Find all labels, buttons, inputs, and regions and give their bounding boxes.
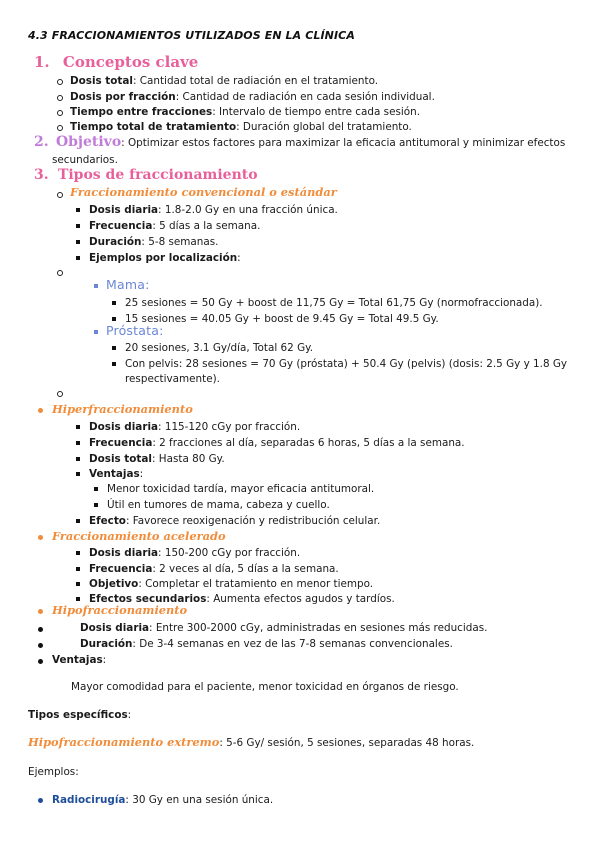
bullet-square-icon — [94, 487, 98, 491]
bullet-square-icon — [76, 582, 80, 586]
concept-item: Tiempo entre fracciones: Intervalo de tiempo entre cada sesión. — [70, 106, 421, 118]
conv-title: Fraccionamiento convencional o estándar — [70, 185, 337, 199]
section-1-title: Conceptos clave — [62, 53, 199, 71]
prostata-item: Con pelvis: 28 sesiones = 70 Gy (próstata) + 50.4 Gy (pelvis) (dosis: 2.5 Gy y 1.8 Gy — [125, 358, 568, 370]
bullet-square-icon — [94, 284, 98, 288]
hiper-item: Frecuencia: 2 fracciones al día, separadas 6 horas, 5 días a la semana. — [89, 437, 465, 449]
ventaja-item: Menor toxicidad tardía, mayor eficacia antitumoral. — [107, 483, 375, 495]
section-3-title: Tipos de fraccionamiento — [57, 167, 258, 183]
prostata-heading: Próstata: — [106, 323, 164, 338]
concept-item: Dosis total: Cantidad total de radiación en el tratamiento. — [70, 75, 379, 87]
conv-item: Ejemplos por localización: — [89, 252, 241, 264]
bullet-square-icon — [76, 425, 80, 429]
bullet-dot-icon — [38, 798, 43, 803]
section-1-number: 1. — [34, 53, 50, 71]
conv-item: Duración: 5-8 semanas. — [89, 236, 219, 248]
page-title: 4.3 FRACCIONAMIENTOS UTILIZADOS EN LA CLÍNICA — [28, 29, 355, 42]
bullet-square-icon — [76, 457, 80, 461]
radiocirugia-item: Radiocirugía: 30 Gy en una sesión única. — [52, 794, 274, 806]
bullet-circle-icon — [57, 125, 63, 131]
hiper-title: Hiperfraccionamiento — [52, 402, 193, 416]
acel-item: Dosis diaria: 150-200 cGy por fracción. — [89, 547, 301, 559]
bullet-circle-icon — [57, 95, 63, 101]
acel-item: Frecuencia: 2 veces al día, 5 días a la semana. — [89, 563, 339, 575]
concept-item: Tiempo total de tratamiento: Duración global del tratamiento. — [70, 121, 412, 133]
bullet-circle-icon — [57, 270, 63, 276]
hiper-item: Dosis total: Hasta 80 Gy. — [89, 453, 225, 465]
bullet-dot-icon — [38, 535, 43, 540]
acel-item: Objetivo: Completar el tratamiento en menor tiempo. — [89, 578, 374, 590]
bullet-dot-icon — [38, 627, 43, 632]
bullet-square-icon — [76, 597, 80, 601]
mama-item: 25 sesiones = 50 Gy + boost de 11,75 Gy = Total 61,75 Gy (normofraccionada). — [125, 297, 543, 309]
hipo-title: Hipofraccionamiento — [52, 603, 188, 617]
bullet-square-icon — [112, 346, 116, 350]
section-2-title: Objetivo — [55, 134, 122, 150]
section-3-number: 3. — [34, 167, 49, 183]
section-2-text: : Optimizar estos factores para maximizar la eficacia antitumoral y minimizar efectos — [121, 137, 566, 149]
hiper-item: Ventajas: — [89, 468, 144, 480]
concept-item: Dosis por fracción: Cantidad de radiación en cada sesión individual. — [70, 91, 435, 103]
section-1-heading — [34, 55, 198, 70]
bullet-square-icon — [112, 362, 116, 366]
bullet-dot-icon — [38, 659, 43, 664]
section-2-text-cont: secundarios. — [52, 154, 118, 166]
ejemplos-label: Ejemplos: — [28, 766, 79, 778]
bullet-square-icon — [94, 503, 98, 507]
bullet-circle-icon — [57, 192, 63, 198]
bullet-square-icon — [76, 256, 80, 260]
bullet-square-icon — [76, 441, 80, 445]
hipo-item: Dosis diaria: Entre 300-2000 cGy, administradas en sesiones más reducidas. — [80, 622, 488, 634]
mama-heading: Mama: — [106, 277, 150, 292]
mama-item: 15 sesiones = 40.05 Gy + boost de 9.45 Gy = Total 49.5 Gy. — [125, 313, 439, 325]
bullet-dot-icon — [38, 408, 43, 413]
bullet-square-icon — [76, 551, 80, 555]
bullet-dot-icon — [38, 643, 43, 648]
hiper-efecto: Efecto: Favorece reoxigenación y redistribución celular. — [89, 515, 381, 527]
prostata-item: 20 sesiones, 3.1 Gy/día, Total 62 Gy. — [125, 342, 314, 354]
hipo-item: Ventajas: — [52, 654, 107, 666]
bullet-square-icon — [76, 567, 80, 571]
bullet-square-icon — [76, 224, 80, 228]
prostata-item-cont: respectivamente). — [125, 373, 220, 385]
conv-item: Frecuencia: 5 días a la semana. — [89, 220, 261, 232]
acel-item: Efectos secundarios: Aumenta efectos agudos y tardíos. — [89, 593, 395, 605]
bullet-square-icon — [112, 301, 116, 305]
hipo-item: Duración: De 3-4 semanas en vez de las 7-8 semanas convencionales. — [80, 638, 453, 650]
section-3-heading — [34, 168, 258, 182]
bullet-circle-icon — [57, 110, 63, 116]
section-2 — [34, 135, 565, 149]
bullet-circle-icon — [57, 391, 63, 397]
bullet-square-icon — [76, 240, 80, 244]
conv-item: Dosis diaria: 1.8-2.0 Gy en una fracción única. — [89, 204, 338, 216]
bullet-square-icon — [76, 472, 80, 476]
hipo-ventajas-text: Mayor comodidad para el paciente, menor toxicidad en órganos de riesgo. — [71, 681, 459, 693]
tipos-especificos: Tipos específicos: — [28, 709, 132, 721]
bullet-dot-icon — [38, 609, 43, 614]
bullet-circle-icon — [57, 79, 63, 85]
bullet-square-icon — [76, 519, 80, 523]
bullet-square-icon — [112, 317, 116, 321]
hiper-item: Dosis diaria: 115-120 cGy por fracción. — [89, 421, 301, 433]
hipo-extremo: Hipofraccionamiento extremo: 5-6 Gy/ sesión, 5 sesiones, separadas 48 horas. — [28, 735, 475, 749]
bullet-square-icon — [94, 330, 98, 334]
section-2-number: 2. — [34, 134, 49, 150]
ventaja-item: Útil en tumores de mama, cabeza y cuello. — [107, 499, 330, 511]
bullet-square-icon — [76, 208, 80, 212]
acel-title: Fraccionamiento acelerado — [52, 529, 226, 543]
